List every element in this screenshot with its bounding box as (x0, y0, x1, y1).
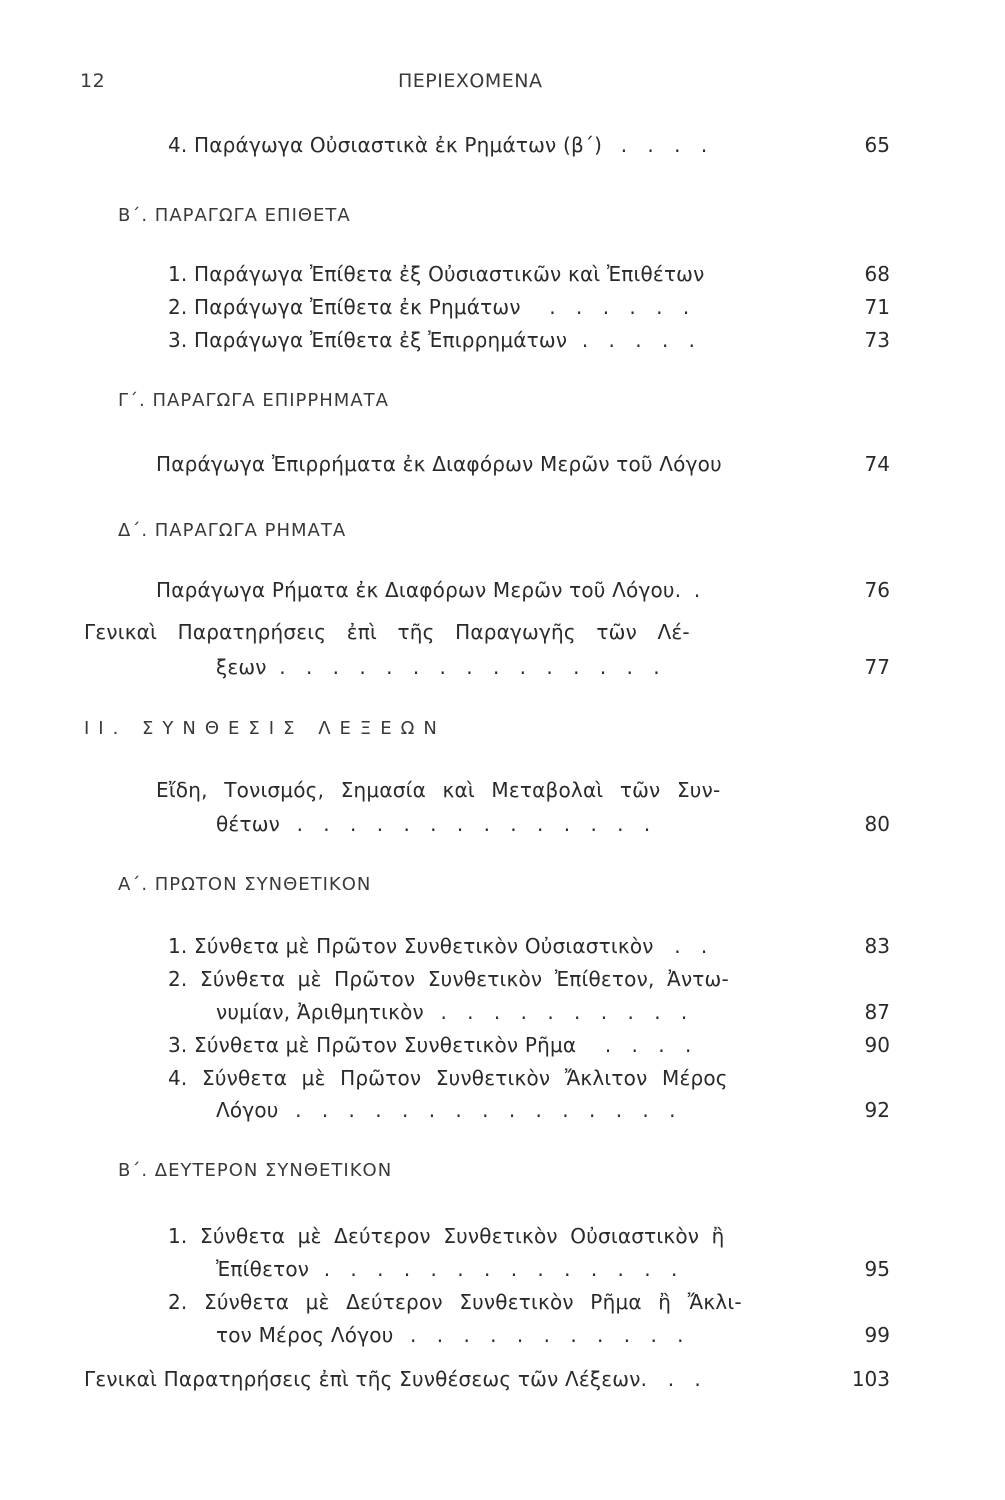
leader-dots: . . . . . . (549, 295, 697, 319)
toc-entry-text: θέτων (216, 812, 281, 836)
toc-page-number: 76 (864, 578, 890, 602)
toc-entry-text: Ἐπίθετον (216, 1257, 310, 1281)
toc-entry-text: ξεων (216, 655, 267, 679)
toc-entry[interactable] (168, 133, 714, 157)
toc-entry-text: 2. Παράγωγα Ἐπίθετα ἐκ Ρημάτων (168, 295, 521, 319)
toc-entry[interactable] (168, 262, 705, 286)
section-heading: Δ΄. ΠΑΡΑΓΩΓΑ ΡΗΜΑΤΑ (118, 520, 347, 541)
page-number: 12 (80, 70, 106, 92)
leader-dots: . . . . . . . . . . . . . . (296, 812, 658, 836)
leader-dots: . . . . (604, 1033, 699, 1057)
toc-page-number: 65 (864, 133, 890, 157)
toc-entry-text: Παράγωγα Ρήματα ἐκ Διαφόρων Μερῶν τοῦ Λόγου. (156, 578, 682, 602)
leader-dots: . . . . . . . . . . . . . . . (279, 655, 667, 679)
toc-page-number: 83 (864, 934, 890, 958)
toc-entry[interactable] (168, 295, 696, 319)
toc-entry-continuation[interactable] (216, 655, 667, 679)
toc-page-number: 90 (864, 1033, 890, 1057)
toc-entry[interactable] (168, 328, 702, 352)
toc-entry-text: 1. Σύνθετα μὲ Δεύτερον Συνθετικὸν Οὐσιαστικὸν ἢ (168, 1224, 725, 1248)
toc-entry-text: Γενικαὶ Παρατηρήσεις ἐπὶ τῆς Παραγωγῆς τῶν Λέ- (84, 620, 690, 644)
toc-page-number: 73 (864, 328, 890, 352)
section-heading: Α΄. ΠΡΩΤΟΝ ΣΥΝΘΕΤΙΚΟΝ (118, 874, 372, 895)
leader-dots: . . . . . (581, 328, 703, 352)
toc-page-number: 87 (864, 1000, 890, 1024)
toc-entry-text: τον Μέρος Λόγου (216, 1323, 394, 1347)
toc-entry[interactable] (168, 1290, 742, 1314)
toc-entry[interactable] (84, 1367, 708, 1391)
toc-entry[interactable] (156, 778, 720, 802)
leader-dots: . . . . . . . . . . . (410, 1323, 691, 1347)
toc-entry[interactable] (156, 578, 707, 602)
leader-dots: . . . . . . . . . . . . . . . (295, 1098, 683, 1122)
toc-entry-text: Λόγου (216, 1098, 279, 1122)
toc-entry[interactable] (168, 934, 714, 958)
leader-dots: . . . . (620, 133, 715, 157)
toc-entry-text: 3. Παράγωγα Ἐπίθετα ἐξ Ἐπιρρημάτων (168, 328, 568, 352)
toc-entry-text: 2. Σύνθετα μὲ Δεύτερον Συνθετικὸν Ρῆμα ἢ Ἄκλι- (168, 1290, 742, 1314)
toc-page-number: 71 (864, 295, 890, 319)
toc-entry-text: Εἴδη, Τονισμός, Σημασία καὶ Μεταβολαὶ τῶν Συν- (156, 778, 721, 802)
toc-entry-continuation[interactable] (216, 1000, 694, 1024)
leader-dots: . . . . . . . . . . . . . . (323, 1257, 685, 1281)
toc-entry[interactable] (168, 1066, 728, 1090)
toc-page-number: 77 (864, 655, 890, 679)
part-heading: ΙΙ. ΣΥΝΘΕΣΙΣ ΛΕΞΕΩΝ (84, 718, 446, 739)
toc-entry[interactable] (168, 1033, 698, 1057)
toc-entry-continuation[interactable] (216, 1257, 684, 1281)
toc-entry-continuation[interactable] (216, 1323, 691, 1347)
toc-page-number: 99 (864, 1323, 890, 1347)
toc-entry-text: νυμίαν, Ἀριθμητικὸν (216, 1000, 424, 1024)
leader-dots: . . (674, 934, 715, 958)
toc-entry-continuation[interactable] (216, 1098, 683, 1122)
toc-page-number: 103 (851, 1367, 890, 1391)
toc-entry[interactable] (168, 1224, 725, 1248)
toc-entry-text: 1. Παράγωγα Ἐπίθετα ἐξ Οὐσιαστικῶν καὶ Ἐπιθέτων (168, 262, 705, 286)
toc-entry-text: Παράγωγα Ἐπιρρήματα ἐκ Διαφόρων Μερῶν τοῦ Λόγου (156, 452, 722, 476)
leader-dots: . (693, 578, 708, 602)
section-heading: Β΄. ΠΑΡΑΓΩΓΑ ΕΠΙΘΕΤΑ (118, 205, 351, 226)
leader-dots: . . . . . . . . . . (440, 1000, 695, 1024)
toc-entry[interactable] (168, 967, 729, 991)
toc-entry-continuation[interactable] (216, 812, 657, 836)
toc-page-number: 92 (864, 1098, 890, 1122)
toc-page-number: 80 (864, 812, 890, 836)
section-heading: Γ΄. ΠΑΡΑΓΩΓΑ ΕΠΙΡΡΗΜΑΤΑ (118, 390, 389, 411)
toc-page-number: 68 (864, 262, 890, 286)
toc-page-number: 95 (864, 1257, 890, 1281)
toc-page-number: 74 (864, 452, 890, 476)
toc-entry-text: 2. Σύνθετα μὲ Πρῶτον Συνθετικὸν Ἐπίθετον, Ἀντω- (168, 967, 729, 991)
toc-entry-text: 1. Σύνθετα μὲ Πρῶτον Συνθετικὸν Οὐσιαστικὸν (168, 934, 654, 958)
section-heading: Β΄. ΔΕΥΤΕΡΟΝ ΣΥΝΘΕΤΙΚΟΝ (118, 1160, 393, 1181)
toc-entry-text: 4. Παράγωγα Οὐσιαστικὰ ἐκ Ρημάτων (β΄) (168, 133, 603, 157)
toc-entry[interactable] (84, 620, 819, 644)
leader-dots: . . (667, 1367, 708, 1391)
toc-entry[interactable] (156, 452, 722, 476)
toc-entry-text: 3. Σύνθετα μὲ Πρῶτον Συνθετικὸν Ρῆμα (168, 1033, 577, 1057)
toc-entry-text: 4. Σύνθετα μὲ Πρῶτον Συνθετικὸν Ἄκλιτον Μέρος (168, 1066, 728, 1090)
page-title: ΠΕΡΙΕΧΟΜΕΝΑ (398, 70, 543, 92)
toc-entry-text: Γενικαὶ Παρατηρήσεις ἐπὶ τῆς Συνθέσεως τῶν Λέξεων. (84, 1367, 648, 1391)
